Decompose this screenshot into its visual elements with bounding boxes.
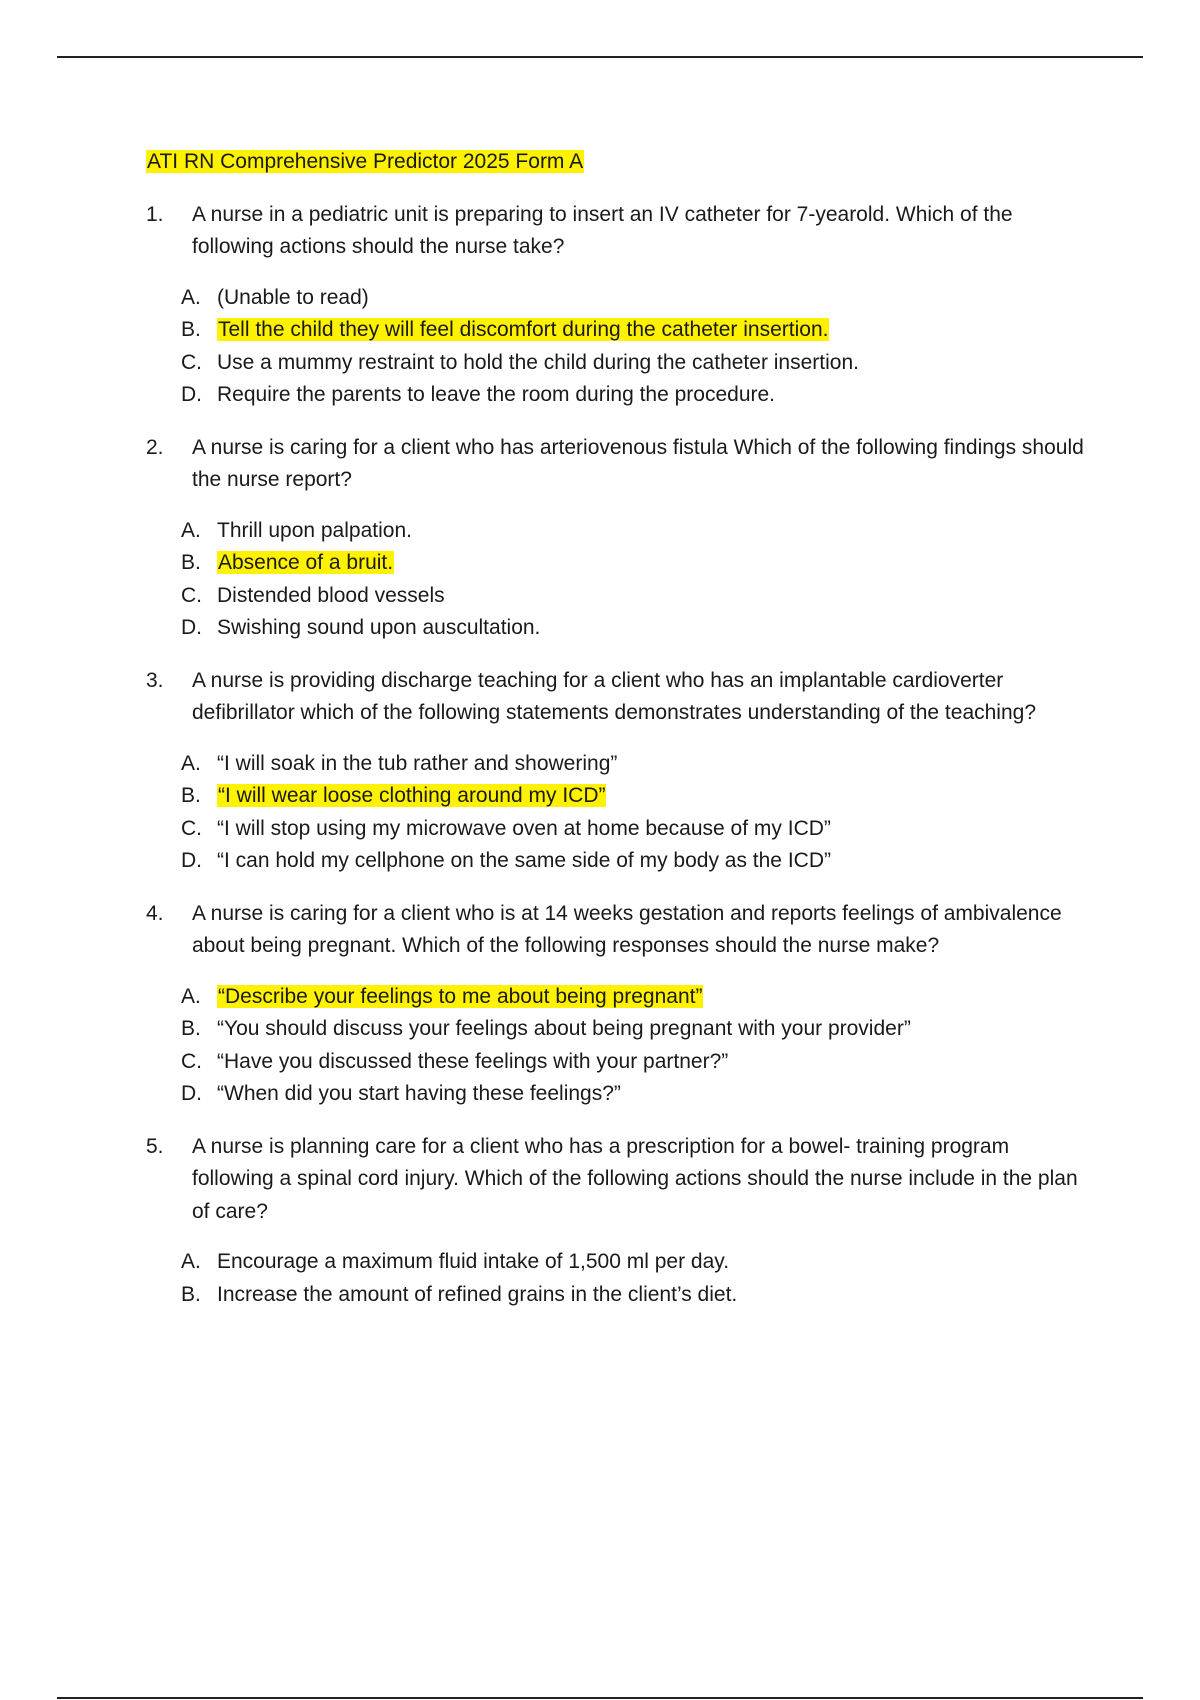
option-letter: B.	[181, 1282, 201, 1306]
answer-option-d	[181, 845, 1086, 878]
option-text: Distended blood vessels	[217, 583, 445, 607]
option-letter: C.	[181, 1049, 202, 1073]
answer-option-c	[181, 1046, 1086, 1079]
answer-option-a	[181, 748, 1086, 781]
option-letter: D.	[181, 1082, 202, 1105]
question-number: 5.	[146, 1134, 164, 1158]
document-title: ATI RN Comprehensive Predictor 2025 Form A	[147, 150, 584, 173]
answer-option-a	[181, 515, 1086, 548]
answer-options	[181, 981, 1086, 1111]
answer-option-d	[181, 379, 1086, 412]
option-letter: C.	[181, 583, 202, 607]
option-letter: A.	[181, 285, 201, 309]
option-text: Use a mummy restraint to hold the child during the catheter insertion.	[217, 350, 859, 374]
option-text: “You should discuss your feelings about being pregnant with your provider”	[217, 1017, 911, 1040]
option-letter: A.	[181, 984, 201, 1008]
option-text: Thrill upon palpation.	[217, 518, 412, 542]
highlighted-answer-text: “I will wear loose clothing around my ICD”	[218, 784, 606, 807]
answer-option-b	[181, 1013, 1086, 1046]
question-3	[146, 665, 1086, 730]
option-text: (Unable to read)	[217, 285, 369, 309]
option-text: Encourage a maximum fluid intake of 1,500 ml per day.	[217, 1250, 730, 1273]
answer-option-d	[181, 612, 1086, 645]
answer-option-b	[181, 314, 1086, 347]
question-list	[146, 199, 1086, 1312]
option-letter: B.	[181, 784, 201, 807]
option-letter: B.	[181, 1017, 201, 1040]
answer-option-c	[181, 580, 1086, 613]
question-number: 3.	[146, 668, 164, 692]
option-letter: B.	[181, 551, 201, 574]
question-text: A nurse is planning care for a client who has a prescription for a bowel- training program following a spinal cord injury. Which of the following actions should the nurse include in the plan of care?	[192, 1134, 1078, 1223]
option-text: “When did you start having these feelings?”	[217, 1082, 621, 1105]
footer-rule	[57, 1697, 1143, 1699]
answer-option-b	[181, 1279, 1086, 1312]
question-number: 1.	[146, 202, 164, 226]
answer-option-c	[181, 813, 1086, 846]
header-rule	[57, 56, 1143, 58]
question-text: A nurse in a pediatric unit is preparing to insert an IV catheter for 7-yearold. Which of the following actions should the nurse take?	[192, 202, 1013, 258]
answer-option-c	[181, 347, 1086, 380]
option-letter: B.	[181, 318, 201, 341]
document-body	[146, 146, 1086, 1331]
option-letter: A.	[181, 751, 201, 775]
answer-options	[181, 282, 1086, 412]
option-letter: D.	[181, 849, 202, 872]
question-1	[146, 199, 1086, 264]
question-text: A nurse is caring for a client who is at 14 weeks gestation and reports feelings of ambivalence about being pregnant. Which of the following responses should the nurse make?	[192, 901, 1062, 957]
answer-option-d	[181, 1078, 1086, 1111]
option-text: “Have you discussed these feelings with your partner?”	[217, 1049, 729, 1073]
option-letter: D.	[181, 616, 202, 639]
highlighted-answer-text: “Describe your feelings to me about being pregnant”	[218, 984, 703, 1008]
option-letter: D.	[181, 383, 202, 406]
answer-options	[181, 1246, 1086, 1311]
option-text: “I will soak in the tub rather and showering”	[217, 751, 618, 775]
highlighted-answer-text: Tell the child they will feel discomfort during the catheter insertion.	[218, 318, 829, 341]
answer-option-b	[181, 547, 1086, 580]
option-letter: A.	[181, 518, 201, 542]
answer-option-a	[181, 1246, 1086, 1279]
question-number: 4.	[146, 901, 164, 925]
answer-option-a	[181, 282, 1086, 315]
answer-options	[181, 748, 1086, 878]
option-letter: A.	[181, 1250, 201, 1273]
question-4	[146, 898, 1086, 963]
option-text: Increase the amount of refined grains in the client’s diet.	[217, 1282, 738, 1306]
option-text: Require the parents to leave the room during the procedure.	[217, 383, 776, 406]
answer-options	[181, 515, 1086, 645]
option-letter: C.	[181, 350, 202, 374]
question-text: A nurse is caring for a client who has arteriovenous fistula Which of the following findings should the nurse report?	[192, 435, 1084, 491]
highlighted-answer-text: Absence of a bruit.	[218, 551, 394, 574]
question-5	[146, 1131, 1086, 1229]
option-text: Swishing sound upon auscultation.	[217, 616, 541, 639]
option-text: “I can hold my cellphone on the same side of my body as the ICD”	[217, 849, 831, 872]
question-text: A nurse is providing discharge teaching for a client who has an implantable cardioverter defibrillator which of the following statements demonstrates understanding of the teaching?	[192, 668, 1036, 724]
answer-option-a	[181, 981, 1086, 1014]
answer-option-b	[181, 780, 1086, 813]
option-letter: C.	[181, 816, 202, 840]
question-number: 2.	[146, 435, 164, 459]
option-text: “I will stop using my microwave oven at home because of my ICD”	[217, 816, 831, 840]
question-2	[146, 432, 1086, 497]
